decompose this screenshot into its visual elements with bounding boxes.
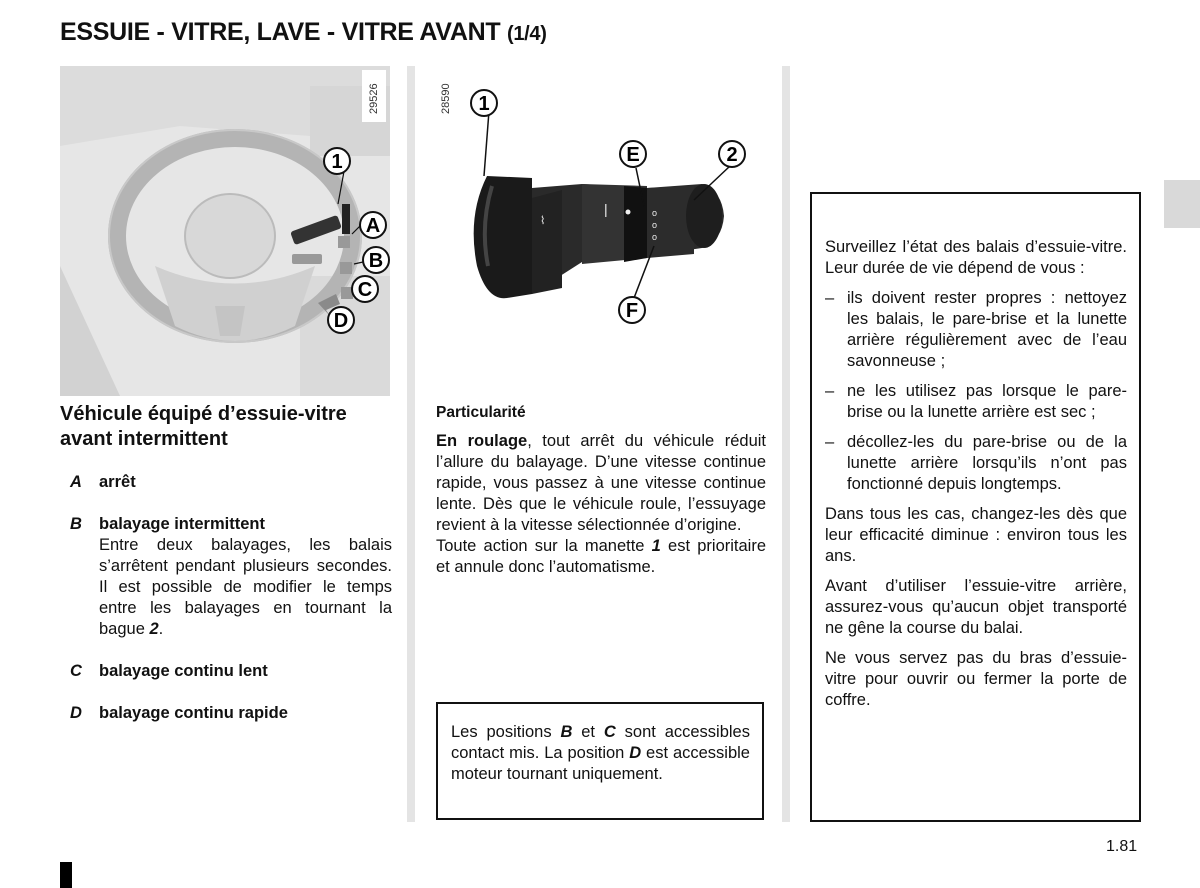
list-item — [70, 472, 392, 493]
particularity-section — [436, 402, 766, 578]
list-item — [70, 661, 392, 682]
note-key: C — [603, 723, 616, 741]
dash-marker: – — [825, 433, 835, 451]
svg-text:o: o — [652, 232, 658, 242]
paragraph: Avant d’utiliser l’essuie-vitre arrière, assurez-vous qu’aucun objet transporté ne gêne la course du balai. — [825, 577, 1127, 637]
callout-c: C — [357, 279, 373, 301]
dashboard-illustration — [60, 66, 390, 396]
desc-text: Entre deux balayages, les balais s’arrêtent pendant plusieurs secondes. Il est possible de modifier le temps entre les balayages en tournant la bague — [99, 536, 392, 638]
list-item — [825, 288, 1127, 372]
list-item — [825, 381, 1127, 423]
list-item — [825, 432, 1127, 495]
callout-a: A — [365, 215, 381, 237]
dash-marker: – — [825, 382, 835, 400]
callout-1: 1 — [331, 151, 343, 173]
figure-ref-code: 29526 — [368, 83, 380, 114]
position-label: balayage continu rapide — [99, 704, 288, 722]
note-key: D — [629, 744, 642, 762]
note-box — [436, 702, 764, 820]
list-item-text: décollez-les du pare-brise ou de la lunette arrière lorsqu’ils n’ont pas fonctionné depuis longtemps. — [847, 433, 1127, 493]
intro-paragraph: Surveillez l’état des balais d’essuie-vitre. Leur durée de vie dépend de vous : — [825, 238, 1127, 277]
position-label: balayage continu lent — [99, 662, 268, 680]
paragraph-text: Toute action sur la manette — [436, 537, 652, 555]
bold-text: En roulage — [436, 432, 528, 450]
position-key: C — [70, 662, 82, 680]
note-text: Les positions — [451, 723, 561, 741]
advice-list — [825, 288, 1127, 495]
wiper-stalk-illustration — [432, 66, 776, 396]
position-label: arrêt — [99, 473, 136, 491]
callout-e: E — [626, 144, 640, 166]
section-thumb-tab — [1164, 180, 1200, 228]
position-key: D — [70, 704, 82, 722]
note-text: et — [572, 723, 604, 741]
svg-text:⌇: ⌇ — [540, 215, 546, 227]
figure-ref-code: 28590 — [440, 83, 452, 114]
callout-f: F — [625, 300, 639, 322]
page-title — [60, 18, 547, 47]
callout-d: D — [333, 310, 349, 332]
paragraph-text: est prioritaire et annule donc l’automatisme. — [436, 537, 766, 576]
desc-ref: 2 — [149, 620, 159, 638]
column-separator — [407, 66, 415, 822]
page-edge-mark — [60, 862, 72, 888]
paragraph — [436, 431, 766, 536]
callout-b: B — [368, 250, 384, 272]
wiper-stalk-drawing — [432, 66, 776, 396]
subheading: Particularité — [436, 404, 526, 421]
callout-1: 1 — [478, 93, 490, 115]
note-key: B — [560, 723, 573, 741]
page-title-suffix: (1/4) — [506, 23, 547, 45]
svg-text:|: | — [604, 201, 608, 217]
svg-text:o: o — [652, 208, 658, 218]
list-item-text: ils doivent rester propres : nettoyez les balais, le pare-brise et la lunette arrière régulièrement avec de l’eau savonneuse ; — [847, 289, 1127, 370]
position-key: A — [70, 473, 82, 491]
paragraph: Dans tous les cas, changez-les dès que leur efficacité diminue : environ tous les ans. — [825, 505, 1127, 565]
position-key: B — [70, 515, 82, 533]
list-item — [70, 703, 392, 724]
dash-marker: – — [825, 289, 835, 307]
ref-number: 1 — [651, 537, 661, 555]
wiper-position-list — [70, 472, 392, 724]
position-label: balayage intermittent — [99, 515, 265, 533]
paragraph: Ne vous servez pas du bras d’essuie-vitre pour ouvrir ou fermer la porte de coffre. — [825, 649, 1127, 709]
callout-2: 2 — [726, 144, 738, 166]
paragraph-text: , tout arrêt du véhicule réduit l’allure du balayage. D’une vitesse continue rapide, vous passez à une vitesse continue lente. Dès que le véhicule roule, l’essuyage revient à la vitesse sélectionnée d’origine. — [436, 432, 766, 534]
column-separator — [782, 66, 790, 822]
page-number: 1.81 — [1106, 838, 1138, 855]
desc-text: . — [158, 620, 164, 638]
note-text: est accessible moteur tournant uniquement. — [451, 744, 750, 783]
note-text: sont accessibles contact mis. La position — [451, 723, 750, 762]
list-item — [70, 514, 392, 640]
paragraph — [436, 536, 766, 578]
section-heading: Véhicule équipé d’essuie-vitre avant intermittent — [60, 403, 347, 450]
svg-text:o: o — [652, 220, 658, 230]
list-item-text: ne les utilisez pas lorsque le pare-brise ou la lunette arrière est sec ; — [847, 382, 1127, 421]
maintenance-note-box — [810, 192, 1141, 822]
page-title-text: ESSUIE - VITRE, LAVE - VITRE AVANT — [60, 18, 501, 46]
dashboard-drawing — [60, 66, 390, 396]
position-description — [99, 535, 392, 640]
